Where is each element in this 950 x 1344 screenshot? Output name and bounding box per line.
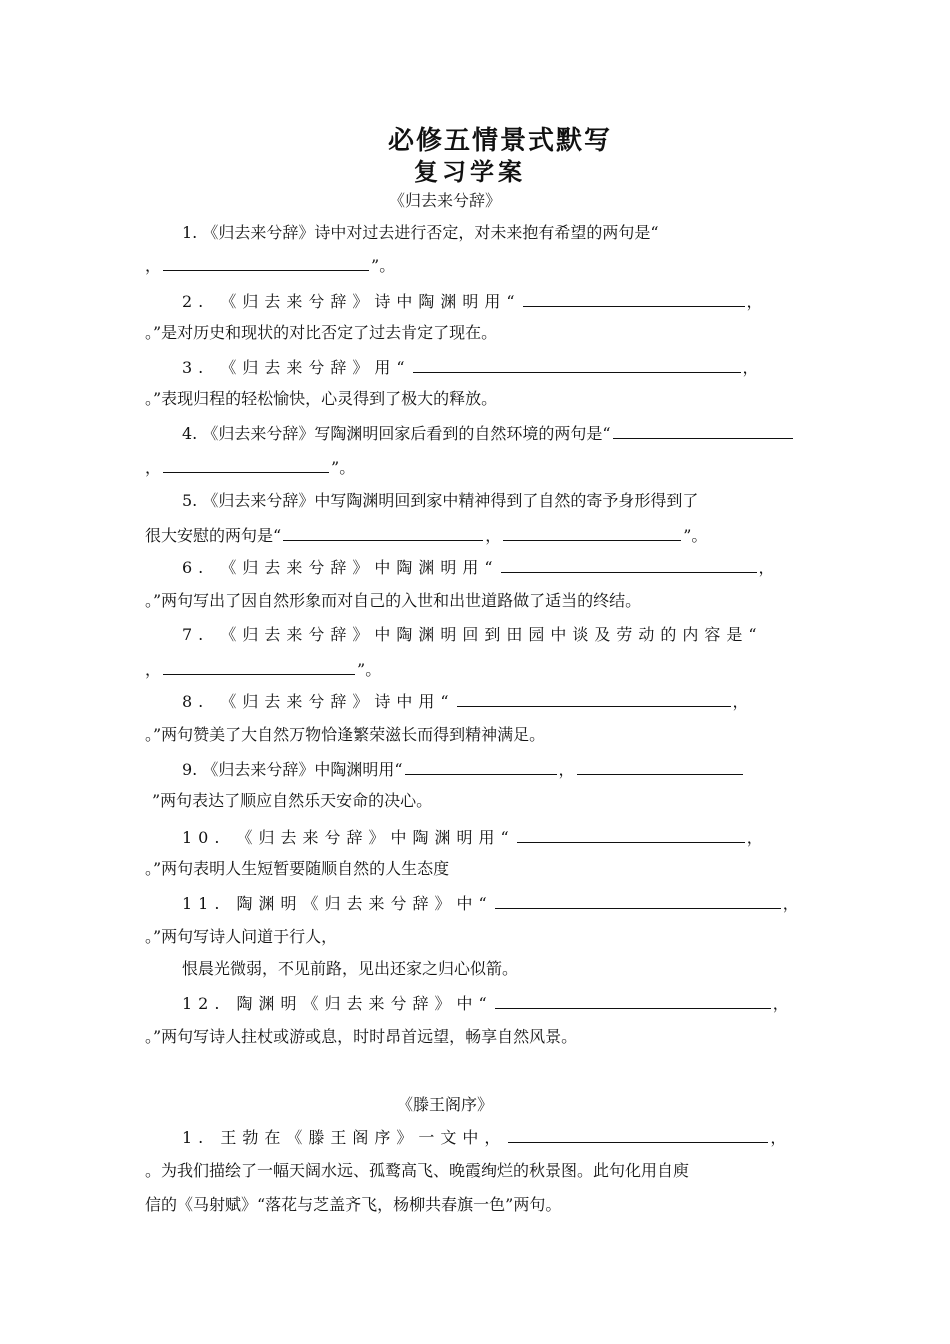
question-11-line-1: 11. 陶渊明《归去来兮辞》中“ ， [182, 894, 805, 913]
answer-blank[interactable] [283, 524, 483, 541]
section2-question-1-line-2: 。为我们描绘了一幅天阔水远、孤鹜高飞、晚霞绚烂的秋景图。此句化用自庾 [145, 1161, 690, 1180]
answer-blank[interactable] [457, 690, 731, 707]
question-10-line-1: 10. 《归去来兮辞》中陶渊明用“ ， [182, 828, 769, 847]
answer-blank[interactable] [413, 356, 741, 373]
answer-blank[interactable] [517, 826, 745, 843]
question-12-line-1: 12. 陶渊明《归去来兮辞》中“ ， [182, 994, 795, 1013]
question-8-line-2: 。”两句赞美了大自然万物恰逢繁荣滋长而得到精神满足。 [145, 725, 546, 744]
question-7-line-1: 7. 《归去来兮辞》中陶渊明回到田园中谈及劳动的内容是“ [182, 625, 763, 644]
section2-question-1-line-3: 信的《马射赋》“落花与芝盖齐飞，杨柳共春旗一色”两句。 [145, 1195, 562, 1214]
answer-blank[interactable] [577, 758, 743, 775]
section2-question-1-line-1: 1. 王勃在《滕王阁序》一文中， ， [182, 1128, 793, 1147]
answer-blank[interactable] [503, 524, 681, 541]
question-9-line-2: ”两句表达了顺应自然乐天安命的决心。 [152, 791, 433, 810]
question-9-line-1: 9. 《归去来兮辞》中陶渊明用“ ， [182, 758, 745, 781]
question-11-line-2: 。”两句写诗人问道于行人， [145, 927, 338, 946]
question-6-line-2: 。”两句写出了因自然形象而对自己的入世和出世道路做了适当的终结。 [145, 591, 642, 610]
answer-blank[interactable] [495, 992, 771, 1009]
answer-blank[interactable] [163, 254, 369, 271]
answer-blank[interactable] [613, 422, 793, 439]
question-10-line-2: 。”两句表明人生短暂要随顺自然的人生态度 [145, 859, 450, 878]
answer-blank[interactable] [405, 758, 557, 775]
answer-blank[interactable] [508, 1126, 768, 1143]
question-11-line-3: 恨晨光微弱，不见前路，见出还家之归心似箭。 [182, 959, 519, 978]
page-subtitle: 复习学案 [414, 157, 526, 186]
question-5-line-1: 5. 《归去来兮辞》中写陶渊明回到家中精神得到了自然的寄予身形得到了 [182, 491, 699, 510]
answer-blank[interactable] [495, 892, 781, 909]
answer-blank[interactable] [163, 456, 329, 473]
answer-blank[interactable] [523, 290, 745, 307]
section-heading-guiqulai: 《归去来兮辞》 [388, 191, 501, 210]
question-5-line-2: 很大安慰的两句是“ ， ”。 [145, 526, 708, 545]
question-1-line-2: ， ”。 [145, 256, 396, 275]
question-12-line-2: 。”两句写诗人拄杖或游或息，时时昂首远望，畅享自然风景。 [145, 1027, 578, 1046]
page-title: 必修五情景式默写 [387, 126, 612, 156]
question-4-line-1: 4. 《归去来兮辞》写陶渊明回家后看到的自然环境的两句是“ [182, 422, 795, 445]
question-3-line-2: 。”表现归程的轻松愉快，心灵得到了极大的释放。 [145, 389, 498, 408]
question-4-line-2: ， ”。 [145, 458, 356, 477]
answer-blank[interactable] [501, 556, 757, 573]
question-2-line-2: 。”是对历史和现状的对比否定了过去肯定了现在。 [145, 323, 498, 342]
answer-blank[interactable] [163, 658, 355, 675]
section-heading-tengwangge: 《滕王阁序》 [396, 1095, 493, 1114]
question-3-line-1: 3. 《归去来兮辞》用“ ， [182, 358, 765, 377]
question-2-line-1: 2. 《归去来兮辞》诗中陶渊明用“ ， [182, 292, 769, 311]
question-1-line-1: 1. 《归去来兮辞》诗中对过去进行否定，对未来抱有希望的两句是“ [182, 223, 659, 242]
question-7-line-2: ， ”。 [145, 660, 382, 679]
question-8-line-1: 8. 《归去来兮辞》诗中用“ ， [182, 692, 755, 711]
question-6-line-1: 6. 《归去来兮辞》中陶渊明用“ ， [182, 558, 781, 577]
